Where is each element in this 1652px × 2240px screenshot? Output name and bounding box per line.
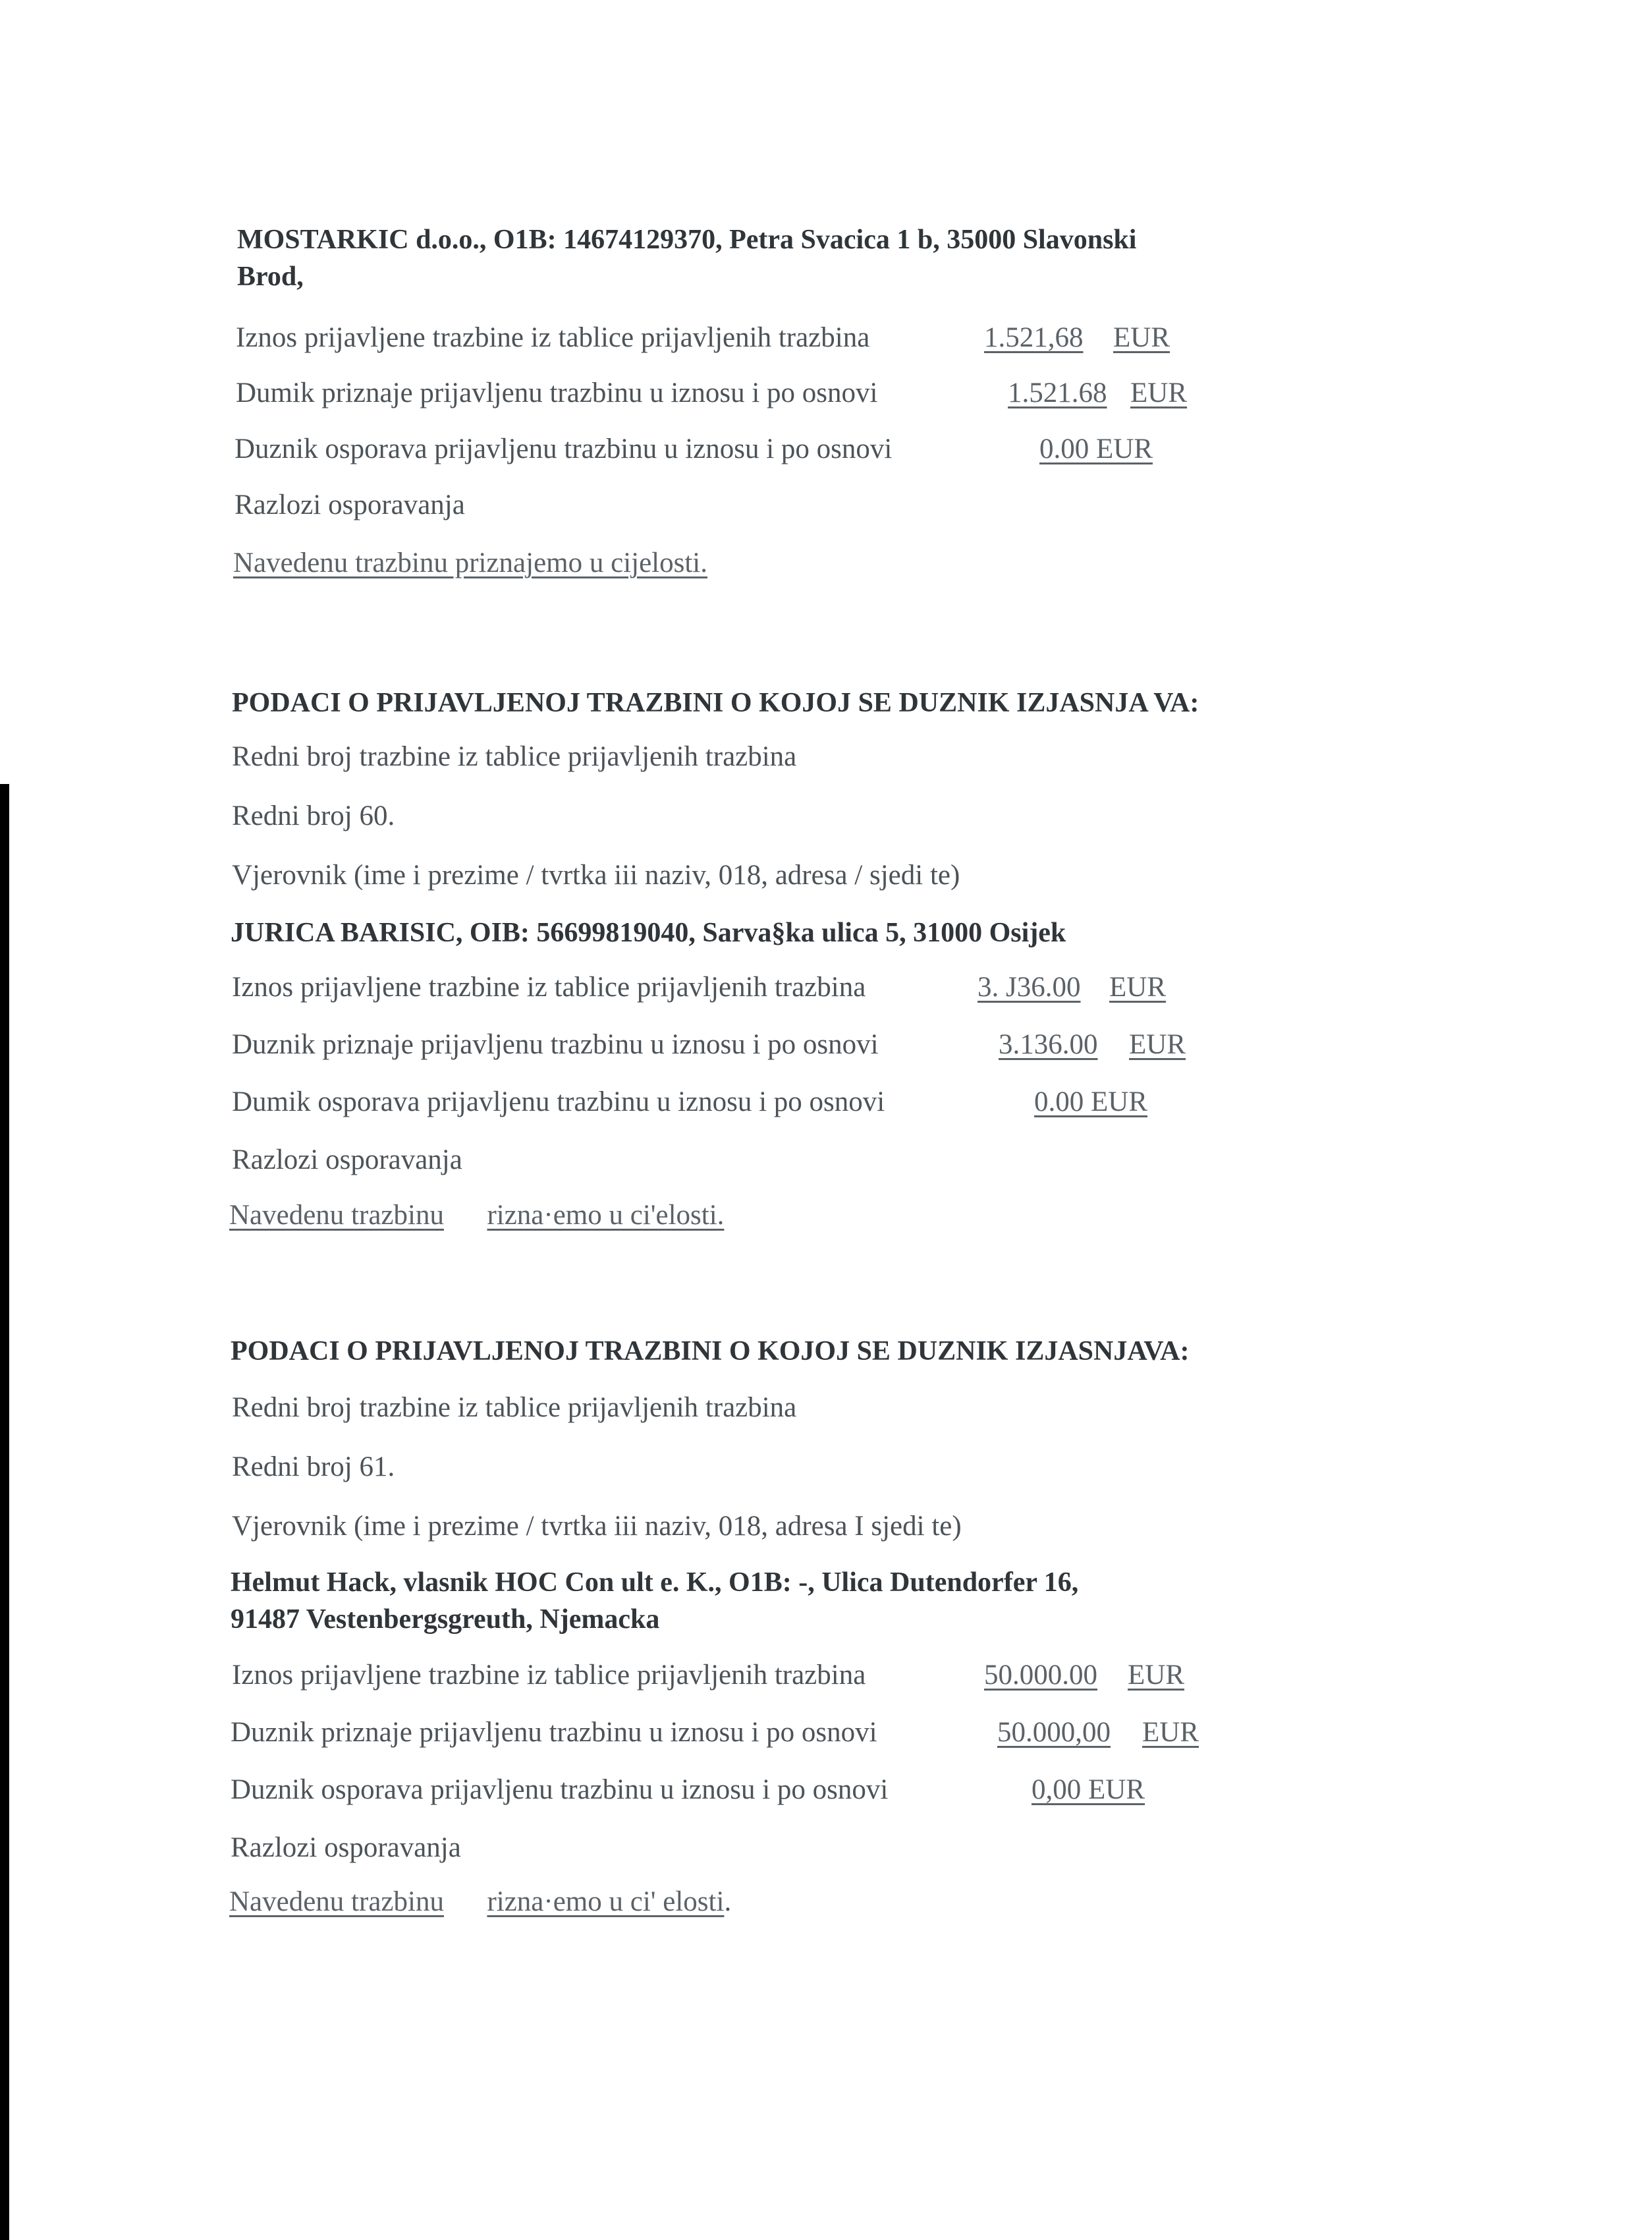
creditor-line-1: Helmut Hack, vlasnik HOC Con ult e. K., O1B: -, Ulica Dutendorfer 16,: [231, 1567, 1079, 1598]
accept-label: Dumik priznaje prijavljenu trazbinu u iznosu i po osnovi: [236, 378, 878, 408]
ordinal-label: Redni broj trazbine iz tablice prijavljenih trazbina: [232, 1392, 797, 1423]
reasons-text-part-2: rizna·emo u ci' elosti: [487, 1886, 725, 1917]
dispute-label: Duznik osporava prijavljenu trazbinu u iznosu i po osnovi: [234, 434, 893, 464]
creditor-name: [237, 221, 1136, 295]
reasons-text-part-1: Navedenu trazbinu: [229, 1886, 444, 1917]
accept-value: 1.521.68: [1008, 378, 1107, 408]
ordinal-label: Redni broj trazbine iz tablice prijavljenih trazbina: [232, 741, 797, 772]
amount-value: 3. J36.00: [977, 972, 1081, 1003]
creditor-line-2: Brod,: [237, 262, 304, 292]
ordinal-value: Redni broj 61.: [232, 1451, 395, 1482]
page-edge-bar: [0, 784, 9, 2240]
accept-currency: EUR: [1130, 378, 1187, 408]
creditor-label: Vjerovnik (ime i prezime / tvrtka iii naziv, 018, adresa I sjedi te): [232, 1511, 962, 1542]
section-header: PODACI O PRIJAVLJENOJ TRAZBINI O KOJOJ SE DUZNIK IZJASNJAVA:: [231, 1336, 1190, 1366]
amount-currency: EUR: [1113, 322, 1170, 353]
creditor-name: [231, 1564, 1078, 1638]
amount-value: 1.521,68: [984, 322, 1084, 353]
amount-currency: EUR: [1128, 1660, 1184, 1691]
reasons-label: Razlozi osporavanja: [232, 1144, 462, 1175]
dispute-value: 0.00 EUR: [1039, 434, 1153, 464]
accept-value: 3.136.00: [999, 1029, 1098, 1060]
amount-label: Iznos prijavljene trazbine iz tablice prijavljenih trazbina: [236, 322, 870, 353]
amount-label: Iznos prijavljene trazbine iz tablice prijavljenih trazbina: [232, 972, 866, 1003]
amount-label: Iznos prijavljene trazbine iz tablice prijavljenih trazbina: [232, 1660, 866, 1691]
ordinal-value: Redni broj 60.: [232, 800, 395, 831]
reasons-text-part-1: Navedenu trazbinu: [229, 1200, 444, 1231]
reasons-label: Razlozi osporavanja: [234, 490, 465, 520]
reasons-text: [229, 1199, 724, 1231]
accept-label: Duznik priznaje prijavljenu trazbinu u iznosu i po osnovi: [231, 1717, 877, 1748]
accept-label: Duznik priznaje prijavljenu trazbinu u iznosu i po osnovi: [232, 1029, 879, 1060]
creditor-line-1: MOSTARKIC d.o.o., O1B: 14674129370, Petra Svacica 1 b, 35000 Slavonski: [237, 225, 1137, 255]
creditor-name: JURICA BARISIC, OIB: 56699819040, Sarva§ka ulica 5, 31000 Osijek: [231, 918, 1066, 948]
reasons-text-underlined: Navedenu trazbinu priznajemo u cijelosti.: [233, 547, 707, 578]
reasons-text: [233, 547, 707, 579]
reasons-text-end: .: [724, 1886, 732, 1917]
accept-value: 50.000,00: [997, 1717, 1111, 1748]
amount-value: 50.000.00: [984, 1660, 1097, 1691]
creditor-label: Vjerovnik (ime i prezime / tvrtka iii naziv, 018, adresa / sjedi te): [232, 860, 960, 891]
dispute-value: 0,00 EUR: [1032, 1774, 1145, 1805]
accept-currency: EUR: [1142, 1717, 1199, 1748]
reasons-text-part-2: rizna·emo u ci'elosti.: [487, 1200, 725, 1231]
accept-currency: EUR: [1129, 1029, 1186, 1060]
reasons-text: [229, 1886, 731, 1918]
dispute-label: Duznik osporava prijavljenu trazbinu u iznosu i po osnovi: [231, 1774, 889, 1805]
reasons-label: Razlozi osporavanja: [231, 1832, 461, 1863]
amount-currency: EUR: [1109, 972, 1166, 1003]
creditor-line-2: 91487 Vestenbergsgreuth, Njemacka: [231, 1604, 660, 1635]
section-header: PODACI O PRIJAVLJENOJ TRAZBINI O KOJOJ SE DUZNIK IZJASNJA VA:: [232, 688, 1199, 718]
dispute-label: Dumik osporava prijavljenu trazbinu u iznosu i po osnovi: [232, 1086, 885, 1117]
dispute-value: 0.00 EUR: [1034, 1086, 1147, 1117]
